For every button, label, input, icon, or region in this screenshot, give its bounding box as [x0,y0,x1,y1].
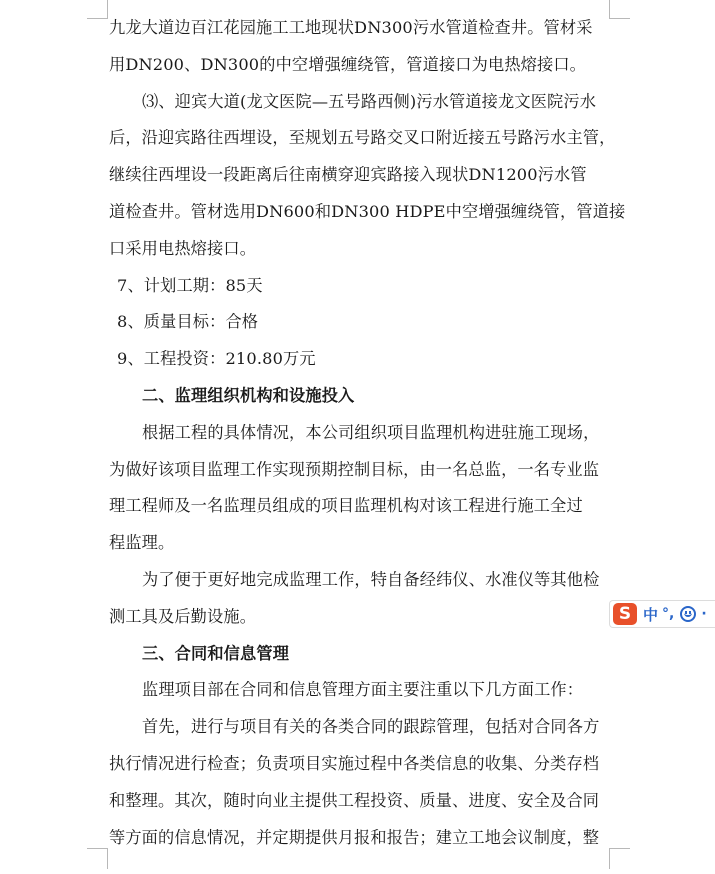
paragraph-first-line: 监理项目部在合同和信息管理方面主要注重以下几方面工作： [142,680,584,700]
body-text-line: 后，沿迎宾路往西埋设，至规划五号路交叉口附近接五号路污水主管， [109,128,616,148]
ime-punctuation-toggle[interactable]: °, [662,606,675,622]
document-body[interactable] [109,10,626,856]
list-item: 7、计划工期：85天 [117,275,263,295]
paragraph-first-line: ⑶、迎宾大道(龙文医院—五号路西侧)污水管道接龙文医院污水 [142,91,597,111]
list-item: 8、质量目标：合格 [117,312,259,332]
body-text-line: 口采用电热熔接口。 [109,238,257,258]
body-text-line: 理工程师及一名监理员组成的项目监理机构对该工程进行施工全过 [109,496,583,516]
body-text-line: 九龙大道边百江花园施工工地现状DN300污水管道检查井。管材采 [109,18,593,37]
section-heading: 二、监理组织机构和设施投入 [142,385,355,405]
page-corner-mark [609,848,630,869]
list-item: 9、工程投资：210.80万元 [117,349,316,369]
body-text-line: 继续往西埋设一段距离后往南横穿迎宾路接入现状DN1200污水管 [109,165,587,185]
body-text-line: 程监理。 [109,533,175,553]
body-text-line: 和整理。其次，随时向业主提供工程投资、质量、进度、安全及合同 [109,790,600,810]
ime-toolbar[interactable] [609,600,715,628]
sogou-logo-icon[interactable]: S [613,603,637,625]
ime-language-toggle[interactable]: 中 [643,605,659,624]
body-text-line: 用DN200、DN300的中空增强缠绕管，管道接口为电热熔接口。 [109,54,587,74]
paragraph-first-line: 首先，进行与项目有关的各类合同的跟踪管理，包括对合同各方 [142,717,600,737]
page-corner-mark [87,0,108,19]
smiley-icon[interactable] [680,606,696,622]
page-corner-mark [609,0,630,19]
body-text-line: 道检查井。管材选用DN600和DN300 HDPE中空增强缠绕管，管道接 [109,201,626,221]
body-text-line: 测工具及后勤设施。 [109,606,257,626]
body-text-line: 等方面的信息情况，并定期提供月报和报告；建立工地会议制度，整 [109,827,600,847]
ime-more-button[interactable]: · [701,606,707,622]
body-text-line: 为做好该项目监理工作实现预期控制目标，由一名总监，一名专业监 [109,459,600,479]
body-text-line: 执行情况进行检查；负责项目实施过程中各类信息的收集、分类存档 [109,753,600,773]
section-heading: 三、合同和信息管理 [142,643,290,663]
page-corner-mark [87,848,108,869]
paragraph-first-line: 为了便于更好地完成监理工作，特自备经纬仪、水准仪等其他检 [142,569,600,589]
paragraph-first-line: 根据工程的具体情况，本公司组织项目监理机构进驻施工现场， [142,422,600,442]
